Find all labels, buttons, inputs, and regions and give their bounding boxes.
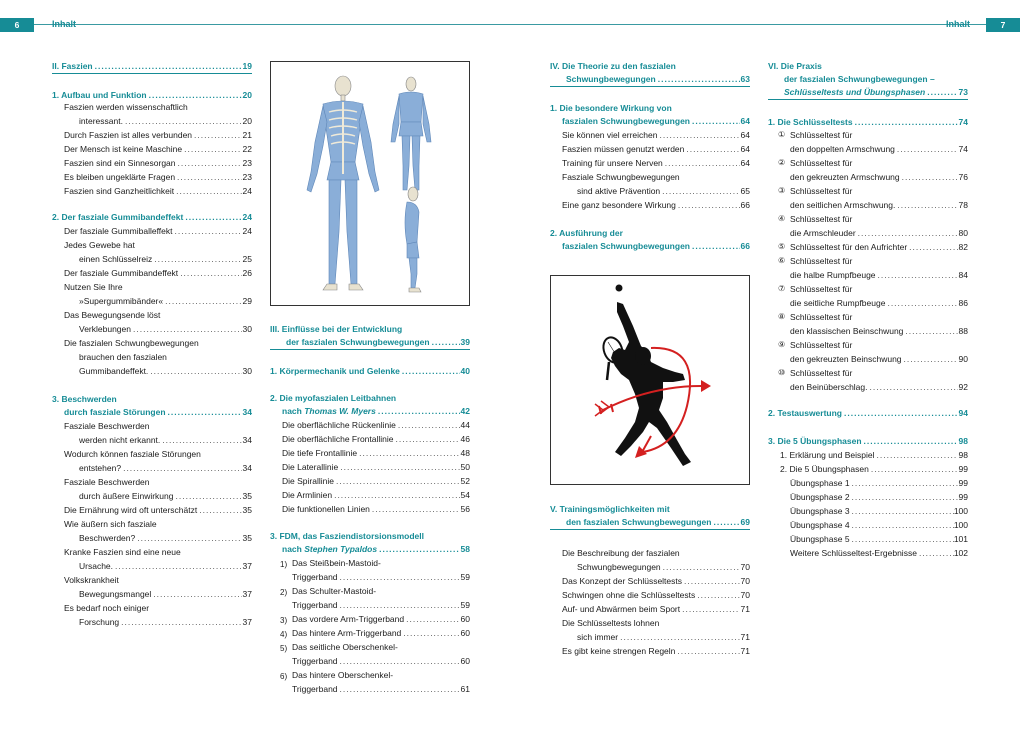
toc-entry[interactable]: Gummibandeffekt. ..... 30 [52, 366, 252, 377]
toc-entry[interactable]: werden nicht erkannt. ..... 34 [52, 435, 252, 446]
toc-entry[interactable]: die Armschleuder ..... 80 [768, 228, 968, 239]
toc-chapter-heading[interactable]: nach Stephen Typaldos ..... 58 [270, 544, 470, 555]
toc-entry[interactable]: Fasziale Beschwerden [64, 477, 150, 487]
toc-chapter-heading[interactable]: 2. Testauswertung ..... 94 [768, 408, 968, 419]
toc-entry[interactable]: brauchen den faszialen [79, 352, 167, 362]
list-number: ⑩ [778, 368, 786, 377]
toc-entry[interactable]: Übungsphase 5 ..... 101 [768, 534, 968, 545]
toc-chapter-heading[interactable]: 1. Körpermechanik und Gelenke ..... 40 [270, 366, 470, 377]
list-number: ⑥ [778, 256, 786, 265]
toc-entry[interactable]: Nutzen Sie Ihre [64, 282, 123, 292]
toc-entry[interactable]: Fasziale Schwungbewegungen [562, 172, 680, 182]
toc-entry[interactable]: Übungsphase 3 ..... 100 [768, 506, 968, 517]
toc-entry[interactable]: Training für unsere Nerven ..... 64 [550, 158, 750, 169]
toc-entry[interactable]: Durch Faszien ist alles verbunden ..... 21 [52, 130, 252, 141]
toc-entry[interactable]: entstehen? ..... 34 [52, 463, 252, 474]
list-number: 2) [280, 588, 288, 597]
toc-entry[interactable]: Das Schulter-Mastoid- [292, 586, 377, 596]
toc-entry[interactable]: den klassischen Beinschwung ..... 88 [768, 326, 968, 337]
toc-entry[interactable]: durch äußere Einwirkung ..... 35 [52, 491, 252, 502]
toc-chapter-heading[interactable]: 1. Die besondere Wirkung von [550, 103, 672, 113]
toc-chapter-heading[interactable]: durch fasziale Störungen ..... 34 [52, 407, 252, 418]
toc-entry[interactable]: Schlüsseltest für den Aufrichter ..... 82 [768, 242, 968, 253]
list-number: ④ [778, 214, 786, 223]
toc-entry[interactable]: 1. Erklärung und Beispiel ..... 98 [768, 450, 968, 461]
toc-chapter-heading[interactable]: nach Thomas W. Myers ..... 42 [270, 406, 470, 417]
toc-entry[interactable]: Wodurch können fasziale Störungen [64, 449, 201, 459]
toc-chapter-heading[interactable]: 2. Ausführung der [550, 228, 623, 238]
toc-entry[interactable]: 2. Die 5 Übungsphasen ..... 99 [768, 464, 968, 475]
toc-entry[interactable]: Kranke Faszien sind eine neue [64, 547, 181, 557]
toc-chapter-heading[interactable]: 3. FDM, das Fasziendistorsionsmodell [270, 531, 424, 541]
toc-entry[interactable]: Die oberflächliche Frontallinie ..... 46 [270, 434, 470, 445]
toc-entry[interactable]: Der fasziale Gummiballeffekt ..... 24 [52, 226, 252, 237]
toc-chapter-heading[interactable]: 3. Die 5 Übungsphasen ..... 98 [768, 436, 968, 447]
list-number: ③ [778, 186, 786, 195]
toc-entry[interactable]: Ursache. ..... 37 [52, 561, 252, 572]
right-running-title: Inhalt [946, 19, 970, 29]
toc-entry[interactable]: Schlüsseltest für [790, 312, 853, 322]
toc-entry[interactable]: Das vordere Arm-Triggerband ..... 60 [270, 614, 470, 625]
toc-column-4 [768, 0, 968, 748]
list-number: ⑨ [778, 340, 786, 349]
toc-entry[interactable]: Faszien sind Ganzheitlichkeit ..... 24 [52, 186, 252, 197]
toc-entry[interactable]: Schlüsseltest für [790, 284, 853, 294]
toc-entry[interactable]: Die Armlinien ..... 54 [270, 490, 470, 501]
toc-entry[interactable]: einen Schlüsselreiz ..... 25 [52, 254, 252, 265]
list-number: 1) [280, 560, 288, 569]
toc-entry[interactable]: Faszien müssen genutzt werden ..... 64 [550, 144, 750, 155]
left-page-number: 6 [0, 18, 34, 32]
toc-entry[interactable]: Der Mensch ist keine Maschine ..... 22 [52, 144, 252, 155]
toc-part-heading[interactable]: III. Einflüsse bei der Entwicklung [270, 324, 403, 334]
toc-entry[interactable]: Auf- und Abwärmen beim Sport ..... 71 [550, 604, 750, 615]
toc-entry[interactable]: Triggerband ..... 59 [270, 572, 470, 583]
toc-entry[interactable]: sich immer ..... 71 [550, 632, 750, 643]
toc-entry[interactable]: Die Schlüsseltests lohnen [562, 618, 660, 628]
toc-entry[interactable]: Das Steißbein-Mastoid- [292, 558, 381, 568]
toc-entry[interactable]: Die Laterallinie ..... 50 [270, 462, 470, 473]
toc-entry[interactable]: Der fasziale Gummibandeffekt ..... 26 [52, 268, 252, 279]
list-number: ⑧ [778, 312, 786, 321]
toc-chapter-heading[interactable]: faszialen Schwungbewegungen ..... 64 [550, 116, 750, 127]
list-number: 6) [280, 672, 288, 681]
toc-entry[interactable]: Schlüsseltest für [790, 186, 853, 196]
toc-entry[interactable]: Es bleiben ungeklärte Fragen ..... 23 [52, 172, 252, 183]
list-number: 5) [280, 644, 288, 653]
toc-entry[interactable]: Schlüsseltest für [790, 340, 853, 350]
toc-entry[interactable]: Schlüsseltest für [790, 256, 853, 266]
toc-entry[interactable]: Forschung ..... 37 [52, 617, 252, 628]
toc-entry[interactable]: Die faszialen Schwungbewegungen [64, 338, 199, 348]
toc-part-heading[interactable]: der faszialen Schwungbewegungen ..... 39 [270, 337, 470, 350]
toc-chapter-heading[interactable]: 2. Der fasziale Gummibandeffekt ..... 24 [52, 212, 252, 223]
toc-part-heading[interactable]: II. Faszien ..... 19 [52, 61, 252, 74]
toc-entry[interactable]: Schlüsseltest für [790, 130, 853, 140]
toc-entry[interactable]: Schlüsseltest für [790, 214, 853, 224]
toc-entry[interactable]: Übungsphase 1 ..... 99 [768, 478, 968, 489]
toc-entry[interactable]: Das Bewegungsende löst [64, 310, 161, 320]
toc-entry[interactable]: Sie können viel erreichen ..... 64 [550, 130, 750, 141]
list-number: 3) [280, 616, 288, 625]
toc-entry[interactable]: Triggerband ..... 59 [270, 600, 470, 611]
toc-part-heading[interactable]: V. Trainingsmöglichkeiten mit [550, 504, 670, 514]
toc-part-heading[interactable]: Schlüsseltests und Übungsphasen ..... 73 [768, 87, 968, 100]
toc-part-heading[interactable]: Schwungbewegungen ..... 63 [550, 74, 750, 87]
toc-entry[interactable]: Weitere Schlüsseltest-Ergebnisse ..... 102 [768, 548, 968, 559]
toc-column-1 [52, 0, 252, 748]
toc-entry[interactable]: Das hintere Oberschenkel- [292, 670, 394, 680]
list-number: ⑦ [778, 284, 786, 293]
list-number: ① [778, 130, 786, 139]
toc-part-heading[interactable]: den faszialen Schwungbewegungen ..... 69 [550, 517, 750, 530]
toc-entry[interactable]: Übungsphase 2 ..... 99 [768, 492, 968, 503]
list-number: ② [778, 158, 786, 167]
toc-entry[interactable]: Schwingen ohne die Schlüsseltests ..... 70 [550, 590, 750, 601]
toc-entry[interactable]: den gekreuzten Beinschwung ..... 90 [768, 354, 968, 365]
toc-entry[interactable]: sind aktive Prävention ..... 65 [550, 186, 750, 197]
toc-entry[interactable]: Die funktionellen Linien ..... 56 [270, 504, 470, 515]
toc-entry[interactable]: Die tiefe Frontallinie ..... 48 [270, 448, 470, 459]
toc-entry[interactable]: Die Spirallinie ..... 52 [270, 476, 470, 487]
toc-entry[interactable]: den Beinüberschlag. ..... 92 [768, 382, 968, 393]
toc-entry[interactable]: interessant. ..... 20 [52, 116, 252, 127]
toc-entry[interactable]: Übungsphase 4 ..... 100 [768, 520, 968, 531]
tennis-silhouette-illustration [551, 276, 749, 484]
toc-entry[interactable]: Faszien werden wissenschaftlich [64, 102, 188, 112]
toc-entry[interactable]: Triggerband ..... 60 [270, 656, 470, 667]
toc-entry[interactable]: den gekreuzten Armschwung ..... 76 [768, 172, 968, 183]
toc-column-2 [270, 0, 470, 748]
toc-entry[interactable]: Faszien sind ein Sinnesorgan ..... 23 [52, 158, 252, 169]
toc-entry[interactable]: Eine ganz besondere Wirkung ..... 66 [550, 200, 750, 211]
toc-entry[interactable]: Das Konzept der Schlüsseltests ..... 70 [550, 576, 750, 587]
toc-chapter-heading[interactable]: 1. Aufbau und Funktion ..... 20 [52, 90, 252, 101]
toc-entry[interactable]: den doppelten Armschwung ..... 74 [768, 144, 968, 155]
toc-part-heading[interactable]: der faszialen Schwungbewegungen – [784, 74, 935, 84]
toc-entry[interactable]: Die oberflächliche Rückenlinie ..... 44 [270, 420, 470, 431]
toc-entry[interactable]: Schwungbewegungen ..... 70 [550, 562, 750, 573]
toc-chapter-heading[interactable]: 3. Beschwerden [52, 394, 117, 404]
toc-entry[interactable]: Die Ernährung wird oft unterschätzt ..... 35 [52, 505, 252, 516]
ball [616, 285, 623, 292]
toc-chapter-heading[interactable]: 2. Die myofaszialen Leitbahnen [270, 393, 397, 403]
toc-entry[interactable]: Triggerband ..... 61 [270, 684, 470, 695]
toc-entry[interactable]: Fasziale Beschwerden [64, 421, 150, 431]
toc-entry[interactable]: Verklebungen ..... 30 [52, 324, 252, 335]
toc-part-heading[interactable]: VI. Die Praxis [768, 61, 822, 71]
toc-entry[interactable]: Es gibt keine strengen Regeln ..... 71 [550, 646, 750, 657]
toc-entry[interactable]: Es bedarf noch einiger [64, 603, 150, 613]
toc-entry[interactable]: Wie äußern sich fasziale [64, 519, 157, 529]
toc-chapter-heading[interactable]: faszialen Schwungbewegungen ..... 66 [550, 241, 750, 252]
left-running-title: Inhalt [52, 19, 76, 29]
toc-entry[interactable]: Volkskrankheit [64, 575, 119, 585]
toc-entry[interactable]: Jedes Gewebe hat [64, 240, 135, 250]
toc-part-heading[interactable]: IV. Die Theorie zu den faszialen [550, 61, 676, 71]
toc-entry[interactable]: Schlüsseltest für [790, 368, 853, 378]
toc-entry[interactable]: die halbe Rumpfbeuge ..... 84 [768, 270, 968, 281]
toc-entry[interactable]: Bewegungsmangel ..... 37 [52, 589, 252, 600]
toc-entry[interactable]: Das hintere Arm-Triggerband ..... 60 [270, 628, 470, 639]
list-number: 4) [280, 630, 288, 639]
list-number: ⑤ [778, 242, 786, 251]
toc-entry[interactable]: die seitliche Rumpfbeuge ..... 86 [768, 298, 968, 309]
toc-chapter-heading[interactable]: 1. Die Schlüsseltests ..... 74 [768, 117, 968, 128]
toc-entry[interactable]: »Supergummibänder« ..... 29 [52, 296, 252, 307]
toc-entry[interactable]: Schlüsseltest für [790, 158, 853, 168]
tennis-serve-figure [550, 275, 750, 485]
toc-entry[interactable]: Die Beschreibung der faszialen [562, 548, 680, 558]
right-page-number: 7 [986, 18, 1020, 32]
toc-entry[interactable]: Das seitliche Oberschenkel- [292, 642, 398, 652]
toc-entry[interactable]: den seitlichen Armschwung. ..... 78 [768, 200, 968, 211]
toc-entry[interactable]: Beschwerden? ..... 35 [52, 533, 252, 544]
